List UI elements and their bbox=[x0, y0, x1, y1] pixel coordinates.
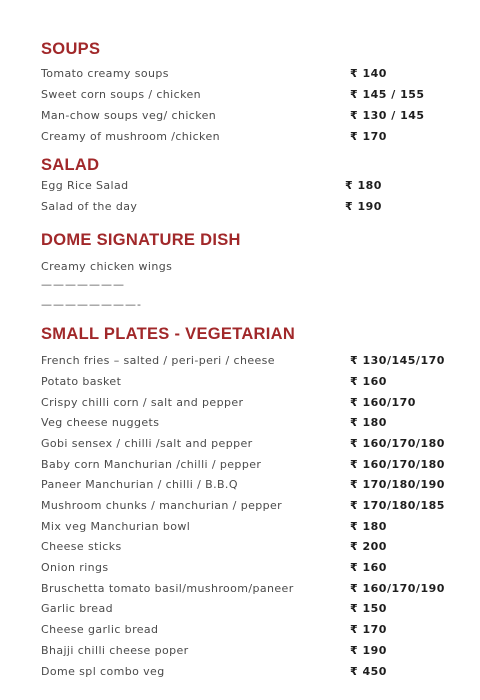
menu-item bbox=[0, 373, 480, 391]
item-price: ₹ 130 / 145 bbox=[350, 109, 425, 122]
item-name: Mushroom chunks / manchurian / pepper bbox=[41, 499, 283, 512]
menu-item bbox=[0, 476, 480, 494]
item-name: Potato basket bbox=[41, 375, 122, 388]
section-title-small-plates: SMALL PLATES - VEGETARIAN bbox=[41, 325, 296, 343]
menu-item bbox=[0, 394, 480, 412]
menu-item bbox=[0, 177, 480, 195]
item-name: Mix veg Manchurian bowl bbox=[41, 520, 191, 533]
item-price: ₹ 180 bbox=[345, 179, 382, 192]
menu-item bbox=[0, 642, 480, 660]
item-name: Cheese garlic bread bbox=[41, 623, 159, 636]
item-price: ₹ 190 bbox=[350, 644, 387, 657]
menu-item bbox=[0, 352, 480, 370]
item-price: ₹ 450 bbox=[350, 665, 387, 678]
item-price: ₹ 170 bbox=[350, 130, 387, 143]
menu-item bbox=[0, 86, 480, 104]
item-name: Paneer Manchurian / chilli / B.B.Q bbox=[41, 478, 238, 491]
item-name: Creamy chicken wings bbox=[41, 260, 173, 273]
item-name: Sweet corn soups / chicken bbox=[41, 88, 201, 101]
menu-item bbox=[0, 198, 480, 216]
menu-item bbox=[0, 538, 480, 556]
item-price: ₹ 160 bbox=[350, 375, 387, 388]
item-price: ₹ 160/170/190 bbox=[350, 582, 445, 595]
item-price: ₹ 160 bbox=[350, 561, 387, 574]
item-price: ₹ 150 bbox=[350, 602, 387, 615]
item-price: ₹ 170/180/185 bbox=[350, 499, 445, 512]
item-price: ₹ 160/170/180 bbox=[350, 437, 445, 450]
placeholder-line: ——————— bbox=[41, 278, 125, 291]
item-name: Baby corn Manchurian /chilli / pepper bbox=[41, 458, 262, 471]
item-price: ₹ 190 bbox=[345, 200, 382, 213]
menu-item bbox=[0, 435, 480, 453]
menu-item bbox=[0, 456, 480, 474]
item-price: ₹ 160/170 bbox=[350, 396, 416, 409]
menu-item bbox=[0, 128, 480, 146]
section-title-salad: SALAD bbox=[41, 156, 100, 174]
placeholder-line: ————————- bbox=[41, 298, 142, 311]
item-name: Gobi sensex / chilli /salt and pepper bbox=[41, 437, 253, 450]
item-price: ₹ 170/180/190 bbox=[350, 478, 445, 491]
menu-item bbox=[0, 107, 480, 125]
item-name: Bruschetta tomato basil/mushroom/paneer bbox=[41, 582, 294, 595]
item-name: Cheese sticks bbox=[41, 540, 122, 553]
item-price: ₹ 140 bbox=[350, 67, 387, 80]
item-price: ₹ 170 bbox=[350, 623, 387, 636]
item-name: Dome spl combo veg bbox=[41, 665, 165, 678]
item-price: ₹ 200 bbox=[350, 540, 387, 553]
item-name: Man-chow soups veg/ chicken bbox=[41, 109, 217, 122]
item-price: ₹ 145 / 155 bbox=[350, 88, 425, 101]
item-name: Garlic bread bbox=[41, 602, 113, 615]
menu-item bbox=[0, 600, 480, 618]
item-name: Salad of the day bbox=[41, 200, 138, 213]
item-price: ₹ 160/170/180 bbox=[350, 458, 445, 471]
item-name: Egg Rice Salad bbox=[41, 179, 129, 192]
item-name: Tomato creamy soups bbox=[41, 67, 169, 80]
item-name: French fries – salted / peri-peri / cheese bbox=[41, 354, 275, 367]
item-name: Veg cheese nuggets bbox=[41, 416, 160, 429]
item-name: Onion rings bbox=[41, 561, 109, 574]
item-name: Bhajji chilli cheese poper bbox=[41, 644, 189, 657]
menu-item bbox=[0, 414, 480, 432]
menu-item bbox=[0, 258, 480, 276]
item-price: ₹ 130/145/170 bbox=[350, 354, 445, 367]
menu-item bbox=[0, 663, 480, 681]
menu-item bbox=[0, 621, 480, 639]
menu-item bbox=[0, 65, 480, 83]
menu-item bbox=[0, 580, 480, 598]
item-name: Crispy chilli corn / salt and pepper bbox=[41, 396, 244, 409]
section-title-signature: DOME SIGNATURE DISH bbox=[41, 231, 241, 249]
item-name: Creamy of mushroom /chicken bbox=[41, 130, 220, 143]
menu-item bbox=[0, 518, 480, 536]
menu-item bbox=[0, 497, 480, 515]
menu-item bbox=[0, 559, 480, 577]
item-price: ₹ 180 bbox=[350, 520, 387, 533]
section-title-soups: SOUPS bbox=[41, 40, 101, 58]
item-price: ₹ 180 bbox=[350, 416, 387, 429]
